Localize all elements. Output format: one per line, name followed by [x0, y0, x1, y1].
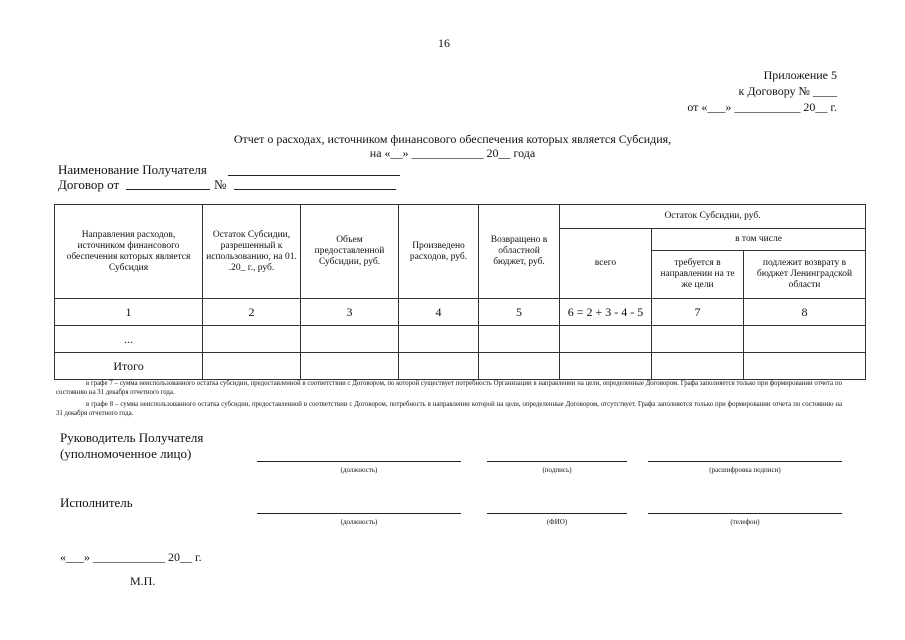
- head-name-line: [648, 461, 842, 462]
- executor-position-caption: (должность): [340, 518, 378, 526]
- contract-label: Договор от: [58, 177, 120, 192]
- head-position-caption: (должность): [340, 466, 378, 474]
- recipient-underline: [228, 175, 400, 176]
- contract-date-underline: [126, 189, 210, 190]
- footnote-column-7: в графе 7 – сумма неиспользованного остатка субсидии, предоставленной в соответствии с Договором, по которой существует потребность Организации в направлении на цели, определенные Договором. Графа заполняется только при формировании отчета по состоянию на 31 декабря отчетного года.: [56, 380, 842, 396]
- executor-name-line: [487, 513, 627, 514]
- header-expenses-made: Произведено расходов, руб.: [399, 205, 479, 299]
- contract-number-underline: [234, 189, 396, 190]
- head-position-line: [257, 461, 461, 462]
- total-cell: Итого: [55, 353, 203, 380]
- header-allowed-balance: Остаток Субсидии, разрешенный к использованию, на 01. .20_ г., руб.: [203, 205, 301, 299]
- signing-date: «___» ____________ 20__ г.: [60, 550, 202, 564]
- header-same-purpose: требуется в направлении на те же цели: [652, 251, 744, 299]
- column-number: 4: [399, 299, 479, 326]
- executor-label: Исполнитель: [60, 495, 133, 510]
- executor-position-line: [257, 513, 461, 514]
- recipient-label: Наименование Получателя: [58, 162, 207, 177]
- executor-phone-line: [648, 513, 842, 514]
- head-sublabel: (уполномоченное лицо): [60, 446, 192, 461]
- appendix-contract-date: от «___» ___________ 20__ г.: [687, 100, 837, 114]
- column-number: 8: [744, 299, 866, 326]
- header-expense-directions: Направления расходов, источником финансового обеспечения которых является Субсидия: [55, 205, 203, 299]
- header-total: всего: [560, 229, 652, 299]
- executor-name-caption: (ФИО): [546, 518, 568, 526]
- page-number: 16: [438, 36, 450, 50]
- column-number: 6 = 2 + 3 - 4 - 5: [560, 299, 652, 326]
- head-signature-line: [487, 461, 627, 462]
- appendix-contract-ref: к Договору № ____: [738, 84, 837, 98]
- ellipsis-cell: ...: [55, 326, 203, 353]
- column-number: 7: [652, 299, 744, 326]
- header-return-to-budget: подлежит возврату в бюджет Ленинградской области: [744, 251, 866, 299]
- report-table: [54, 204, 866, 380]
- header-remaining-subsidy: Остаток Субсидии, руб.: [560, 205, 866, 229]
- head-label: Руководитель Получателя: [60, 430, 204, 445]
- column-number: 5: [479, 299, 560, 326]
- column-number: 3: [301, 299, 399, 326]
- contract-number-sign: №: [214, 177, 227, 192]
- column-number: 2: [203, 299, 301, 326]
- stamp-placeholder: М.П.: [130, 574, 156, 588]
- report-date: на «__» ____________ 20__ года: [369, 146, 536, 160]
- appendix-label: Приложение 5: [763, 68, 837, 82]
- head-signature-caption: (подпись): [542, 466, 572, 474]
- total-row: [55, 353, 866, 380]
- footnote-column-8: в графе 8 – сумма неиспользованного остатка субсидии, предоставленной в соответствии с Договором, потребность в направлении которой на цели, определенные Договором, отсутствует. Графа заполняется только при формировании отчета по состоянию на 31 декабря отчетного года.: [56, 401, 842, 417]
- head-name-caption: (расшифровка подписи): [709, 466, 781, 474]
- header-returned-budget: Возвращено в областной бюджет, руб.: [479, 205, 560, 299]
- column-number: 1: [55, 299, 203, 326]
- header-including: в том числе: [652, 229, 866, 251]
- header-subsidy-volume: Объем предоставленной Субсидии, руб.: [301, 205, 399, 299]
- executor-phone-caption: (телефон): [730, 518, 760, 526]
- table-row: [55, 326, 866, 353]
- report-title: Отчет о расходах, источником финансового обеспечения которых является Субсидия,: [233, 132, 672, 146]
